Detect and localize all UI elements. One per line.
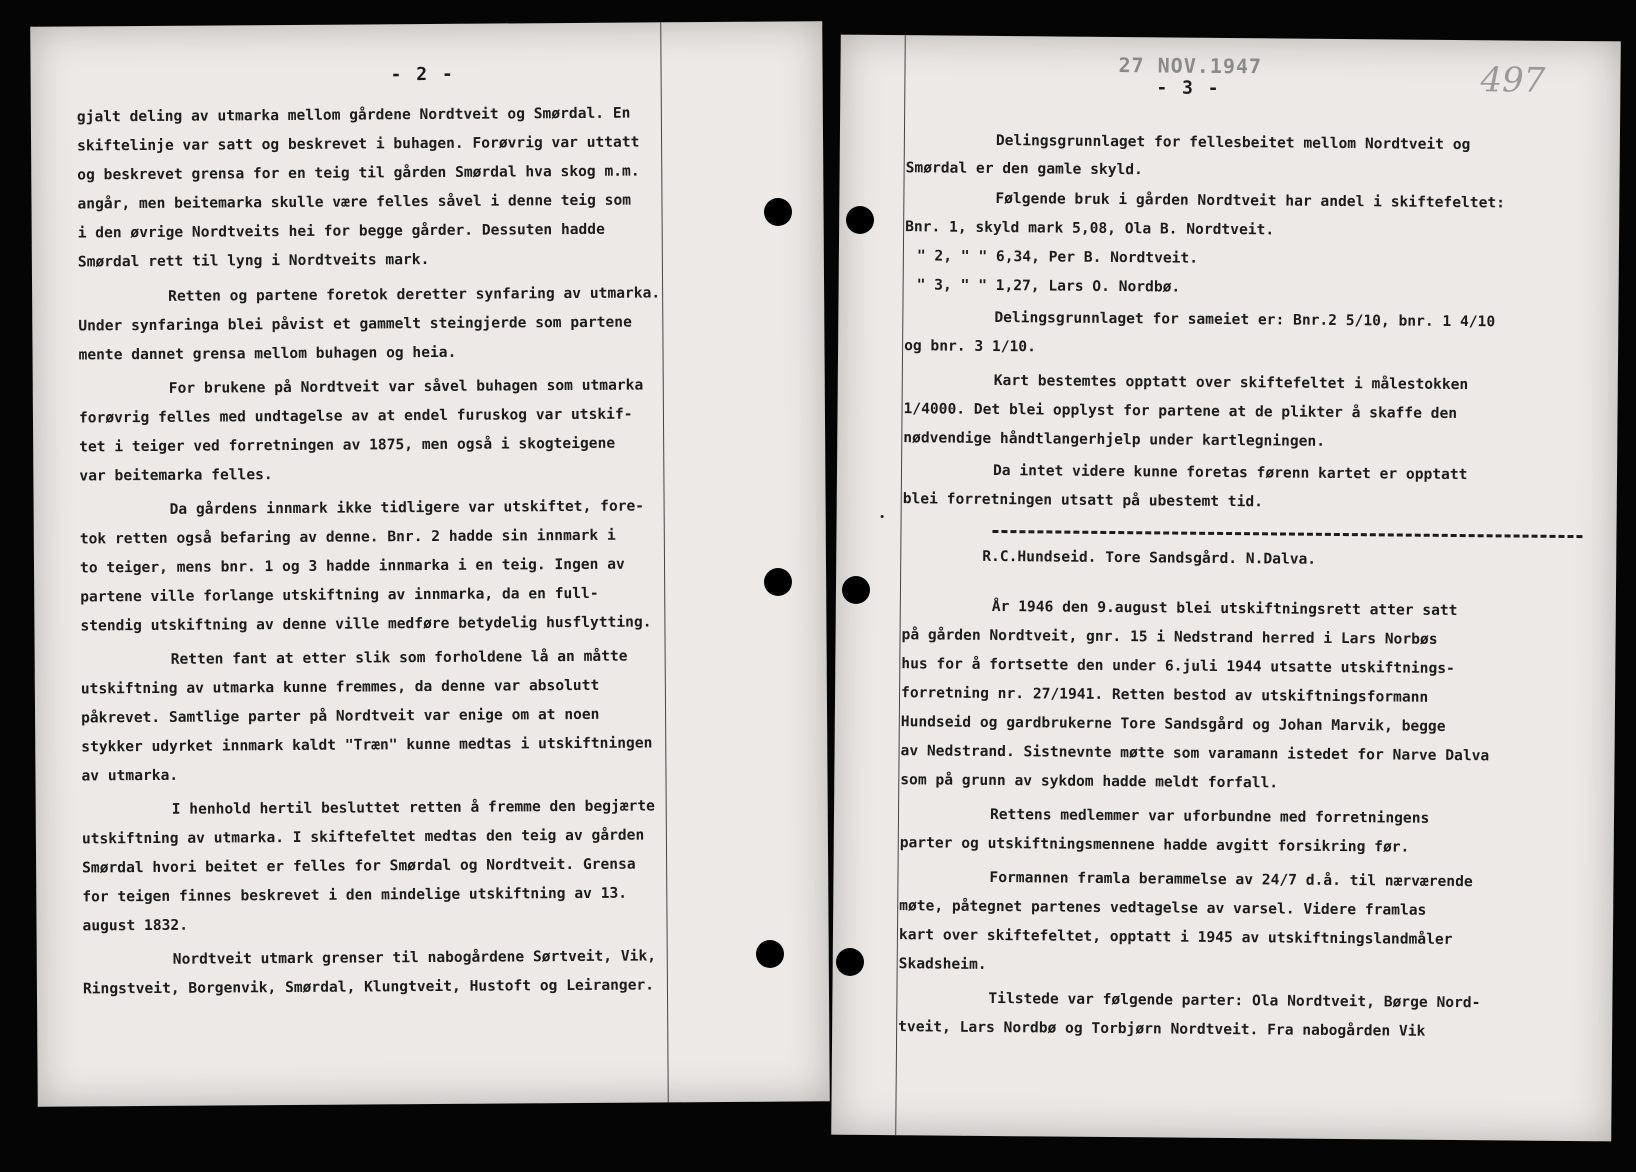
text-line: Ringstveit, Borgenvik, Smørdal, Klungtveit, Hustoft og Leiranger. xyxy=(82,976,655,998)
text-line: skiftelinje var satt og beskrevet i buhagen. Forøvrig var uttatt xyxy=(77,133,640,155)
text-line: mente dannet grensa mellom buhagen og heia. xyxy=(78,343,457,364)
text-line: var beitemarka felles. xyxy=(79,466,273,485)
left-margin-line xyxy=(660,22,669,1102)
text-line: 1/4000. Det blei opplyst for partene at de plikter å skaffe den xyxy=(903,400,1458,423)
text-line: påkrevet. Samtlige parter på Nordtveit var enige om at noen xyxy=(81,705,600,727)
right-page xyxy=(831,35,1621,1142)
text-line: Følgende bruk i gården Nordtveit har andel i skiftefeltet: xyxy=(995,189,1506,212)
text-line: Under synfaringa blei påvist et gammelt steingjerde som partene xyxy=(78,313,632,335)
text-line: tveit, Lars Nordbø og Torbjørn Nordtveit. Fra nabogården Vik xyxy=(898,1018,1426,1040)
text-line: for teigen finnes beskrevet i den mindelige utskiftning av 13. xyxy=(82,884,628,906)
left-page xyxy=(30,21,830,1107)
text-line: tet i teiger ved forretningen av 1875, men også i skogteigene xyxy=(79,434,616,456)
text-line: Nordtveit utmark grenser til nabogårdene Sørtveit, Vik, xyxy=(172,947,657,968)
text-line: av utmarka. xyxy=(81,766,179,785)
text-line: nødvendige håndtlangerhjelp under kartlegningen. xyxy=(903,429,1326,450)
punch-hole xyxy=(756,940,784,968)
text-line: møte, påtegnet partenes vedtagelse av varsel. Videre framlas xyxy=(899,897,1427,919)
text-line: Bnr. 1, skyld mark 5,08, Ola B. Nordtveit. xyxy=(905,218,1275,239)
text-line: august 1832. xyxy=(82,916,189,935)
text-line: Smørdal er den gamle skyld. xyxy=(905,159,1143,179)
text-line: to teiger, mens bnr. 1 og 3 hadde innmarka i en teig. Ingen av xyxy=(79,555,625,577)
text-line: og bnr. 3 1/10. xyxy=(904,337,1036,356)
text-line: stykker udyrket innmark kaldt "Træn" kunne medtas i utskiftningen xyxy=(81,734,653,756)
text-line: Skadsheim. xyxy=(898,955,987,973)
folio-number: 497 xyxy=(1480,60,1546,101)
text-line: Kart bestemtes opptatt over skiftefeltet i målestokken xyxy=(993,371,1469,394)
text-line: av Nedstrand. Sistnevnte møtte som varamann istedet for Narve Dalva xyxy=(900,742,1490,765)
text-line: Tilstede var følgende parter: Ola Nordtveit, Børge Nord- xyxy=(988,989,1481,1012)
text-line: angår, men beitemarka skulle være felles såvel i denne teig som xyxy=(77,191,632,213)
text-line: som på grunn av sykdom hadde meldt forfall. xyxy=(900,771,1279,792)
text-line: stendig utskiftning av denne ville medføre betydelig husflytting. xyxy=(80,613,652,635)
text-line: Delingsgrunnlaget for sameiet er: Bnr.2 5/10, bnr. 1 4/10 xyxy=(994,308,1496,331)
text-line: på gården Nordtveit, gnr. 15 i Nedstrand herred i Lars Norbøs xyxy=(901,626,1438,648)
date-stamp: 27 NOV.1947 xyxy=(1118,53,1263,79)
punch-hole xyxy=(842,576,870,604)
text-line: parter og utskiftningsmennene hadde avgitt forsikring før. xyxy=(899,834,1410,856)
text-line: År 1946 den 9.august blei utskiftningsrett atter satt xyxy=(991,597,1458,620)
punch-hole xyxy=(764,198,792,226)
page-number-left: - 2 - xyxy=(390,63,455,86)
separator-rule xyxy=(992,530,1582,538)
text-line: forøvrig felles med undtagelse av at endel furuskog var utskif- xyxy=(78,405,633,427)
text-line: Retten fant at etter slik som forholdene lå an måtte xyxy=(170,647,628,668)
punch-hole xyxy=(836,948,864,976)
text-line: forretning nr. 27/1941. Retten bestod av utskiftningsformann xyxy=(901,684,1429,706)
text-line: utskiftning av utmarka. I skiftefeltet medtas den teig av gården xyxy=(81,826,645,848)
text-line: Formannen framla berammelse av 24/7 d.å. til nærværende xyxy=(989,868,1473,891)
signatures-line: R.C.Hundseid. Tore Sandsgård. N.Dalva. xyxy=(982,547,1317,568)
text-line: hus for å fortsette den under 6.juli 1944 utsatte utskiftnings- xyxy=(901,655,1455,677)
text-line: Smørdal hvori beitet er felles for Smørdal og Nordtveit. Grensa xyxy=(82,855,636,877)
text-line: i den øvrige Nordtveits hei for begge gårder. Dessuten hadde xyxy=(77,220,605,242)
ink-speck xyxy=(881,515,884,518)
text-line: Delingsgrunnlaget for fellesbeitet mellom Nordtveit og xyxy=(995,131,1471,154)
text-line: For brukene på Nordtveit var såvel buhagen som utmarka xyxy=(168,376,644,397)
text-line: Retten og partene foretok deretter synfaring av utmarka. xyxy=(168,284,661,305)
text-line: Smørdal rett til lyng i Nordtveits mark. xyxy=(77,250,430,271)
text-line: Rettens medlemmer var uforbundne med forretningens xyxy=(989,805,1430,827)
text-line: tok retten også befaring av denne. Bnr. 2 hadde sin innmark i xyxy=(79,526,616,548)
text-line: blei forretningen utsatt på ubestemt tid. xyxy=(902,490,1264,511)
text-line: gjalt deling av utmarka mellom gårdene Nordtveit og Smørdal. En xyxy=(76,104,631,126)
text-line: I henhold hertil besluttet retten å fremme den begjærte xyxy=(171,797,656,818)
text-line: og beskrevet grensa for en teig til gården Smørdal hva skog m.m. xyxy=(77,162,640,184)
punch-hole xyxy=(846,206,874,234)
text-line: partene ville forlange utskiftning av innmarka, da en full- xyxy=(80,584,599,606)
page-number-right: - 3 - xyxy=(1156,77,1221,99)
punch-hole xyxy=(764,568,792,596)
text-line: " 3, " " 1,27, Lars O. Nordbø. xyxy=(916,276,1181,296)
text-line: Hundseid og gardbrukerne Tore Sandsgård og Johan Marvik, begge xyxy=(900,713,1446,735)
text-line: " 2, " " 6,34, Per B. Nordtveit. xyxy=(916,247,1199,267)
text-line: kart over skiftefeltet, opptatt i 1945 av utskiftningslandmåler xyxy=(898,926,1453,948)
text-line: Da gårdens innmark ikke tidligere var utskiftet, fore- xyxy=(169,497,645,518)
text-line: Da intet videre kunne foretas førenn kartet er opptatt xyxy=(992,461,1468,484)
text-line: utskiftning av utmarka kunne fremmes, da denne var absolutt xyxy=(80,676,600,698)
